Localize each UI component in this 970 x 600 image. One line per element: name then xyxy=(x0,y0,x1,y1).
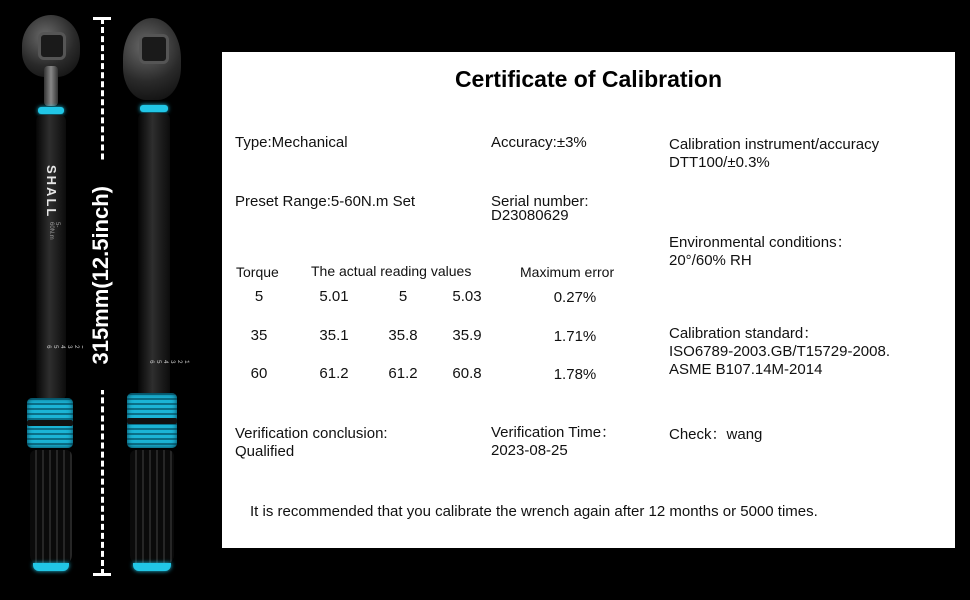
preset-range-field: Preset Range:5-60N.m Set xyxy=(235,193,416,210)
wrench-model: 5-60N.m xyxy=(48,222,60,240)
env-label: Environmental conditions： xyxy=(669,234,852,251)
type-field: Type:Mechanical xyxy=(235,134,348,151)
reading-cell: 35.9 xyxy=(452,327,482,344)
reading-cell: 35.8 xyxy=(388,327,418,344)
dimension-bottom-cap xyxy=(93,573,111,576)
instrument-value: DTT100/±0.3% xyxy=(669,154,770,171)
check-field: Check：wang xyxy=(669,426,763,443)
neck-ring xyxy=(38,107,64,114)
table-header-torque: Torque xyxy=(236,264,279,280)
recommendation-note: It is recommended that you calibrate the wrench again after 12 months or 5000 times. xyxy=(250,503,818,520)
reading-cell: 60.8 xyxy=(452,365,482,382)
table-header-error: Maximum error xyxy=(520,264,615,280)
end-cap xyxy=(33,563,69,571)
reading-cell: 35.1 xyxy=(319,327,349,344)
instrument-label: Calibration instrument/accuracy xyxy=(669,136,880,153)
wrench-scale-front: 1 2 3 4 5 6 xyxy=(148,360,190,365)
time-label: Verification Time： xyxy=(491,424,617,441)
error-cell: 1.78% xyxy=(553,366,597,383)
torque-cell: 35 xyxy=(250,327,268,344)
dimension-label xyxy=(83,160,119,390)
env-value: 20°/60% RH xyxy=(669,252,752,269)
wrench-brand: SHALL xyxy=(44,165,59,219)
accuracy-field: Accuracy:±3% xyxy=(491,134,587,151)
standard-line-2: ASME B107.14M-2014 xyxy=(669,361,823,378)
standard-line-1: ISO6789-2003.GB/T15729-2008. xyxy=(669,343,890,360)
calibration-certificate xyxy=(222,52,955,548)
certificate-title: Certificate of Calibration xyxy=(454,66,723,92)
serial-value: D23080629 xyxy=(491,207,569,224)
conclusion-value: Qualified xyxy=(235,443,295,460)
wrench-shaft-front xyxy=(138,113,170,398)
reading-cell: 5.01 xyxy=(319,288,349,305)
wrench-scale: 2 3 4 5 6 xyxy=(45,345,80,350)
time-value: 2023-08-25 xyxy=(491,442,568,459)
wrench-shaft xyxy=(36,115,66,400)
conclusion-label: Verification conclusion: xyxy=(235,425,388,442)
standard-label: Calibration standard： xyxy=(669,325,819,342)
reading-cell: 5 xyxy=(398,288,408,305)
drive-square xyxy=(38,32,66,60)
torque-cell: 60 xyxy=(250,365,268,382)
handle-grip xyxy=(30,450,72,565)
reading-cell: 61.2 xyxy=(319,365,349,382)
error-cell: 0.27% xyxy=(553,289,597,306)
neck-ring-front xyxy=(140,105,168,112)
end-cap-front xyxy=(133,563,171,571)
handle-grip-front xyxy=(130,450,174,565)
dimension-text: 315mm(12.5inch) xyxy=(88,185,113,365)
torque-cell: 5 xyxy=(254,288,264,305)
table-header-readings: The actual reading values xyxy=(311,263,472,279)
reading-cell: 5.03 xyxy=(452,288,482,305)
error-cell: 1.71% xyxy=(553,328,597,345)
serial-label: Serial number: xyxy=(491,193,589,210)
reversing-lever xyxy=(44,66,58,106)
drive-square-front xyxy=(139,34,169,64)
reading-cell: 61.2 xyxy=(388,365,418,382)
